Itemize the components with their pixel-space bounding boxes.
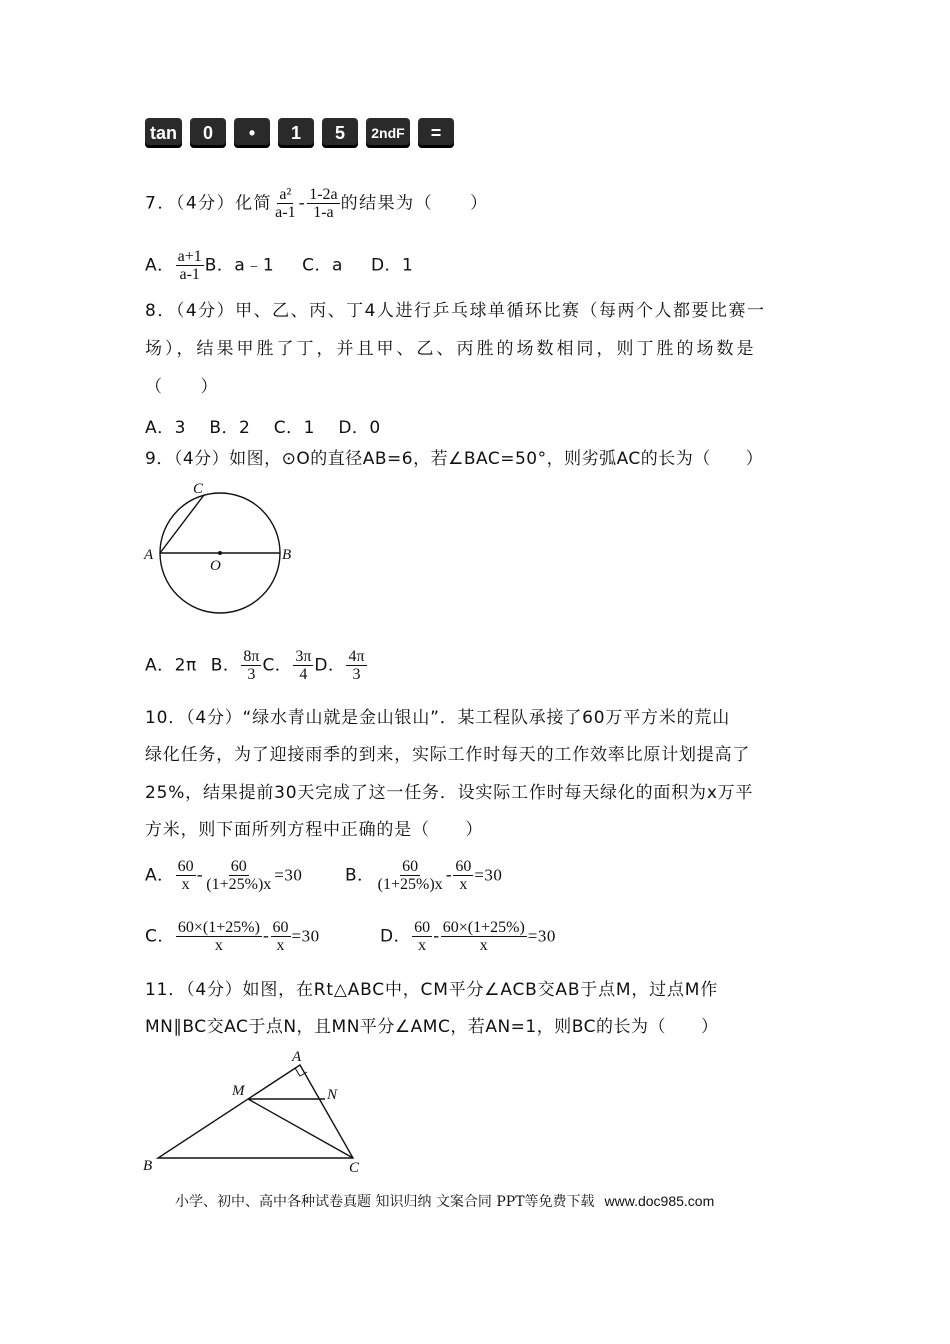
option-c-label: C．: [262, 655, 293, 676]
denominator: (1+25%)x: [206, 876, 272, 893]
calculator-key-sequence: [145, 118, 454, 148]
question-10-line-2: 绿化任务，为了迎接雨季的到来，实际工作时每天的工作效率比原计划提高了: [145, 745, 751, 765]
q7-options: [145, 248, 413, 283]
triangle-abc: [158, 1065, 353, 1158]
denominator: a-1: [179, 266, 200, 283]
denominator: 3: [247, 666, 256, 683]
q10-option-d: [380, 919, 556, 954]
label-m: M: [232, 1083, 245, 1099]
denominator: x: [276, 937, 285, 954]
numerator: 60×(1+25%): [177, 919, 260, 936]
triangle-figure: [140, 1045, 380, 1180]
q10-option-a: [145, 858, 302, 893]
option-label: A．: [145, 865, 175, 886]
calculator-key: •: [234, 118, 270, 148]
label-o: O: [210, 558, 221, 574]
denominator: x: [181, 876, 190, 893]
option-b-label: B．: [210, 655, 241, 676]
denominator: 3: [352, 666, 361, 683]
fraction: [273, 186, 297, 221]
question-9: 9．（4分）如图，⊙O的直径AB=6，若∠BAC=50°，则劣弧AC的长为（ ）: [145, 449, 764, 469]
minus-sign: -: [433, 926, 440, 947]
label-c: C: [349, 1160, 360, 1176]
numerator: 60: [177, 858, 194, 875]
calculator-key: tan: [145, 118, 182, 148]
q10-option-b: [345, 858, 502, 893]
minus-sign: -: [298, 193, 307, 214]
page-footer: [175, 1191, 714, 1211]
numerator: 8π: [243, 648, 260, 665]
numerator: 60: [414, 919, 431, 936]
numerator: 60: [455, 858, 472, 875]
fraction: [241, 648, 261, 683]
footer-url[interactable]: www.doc985.com: [604, 1193, 715, 1209]
option-d-label: D．: [314, 655, 346, 676]
fraction: [204, 858, 273, 893]
question-8-line-2: 场），结果甲胜了丁，并且甲、乙、丙胜的场数相同，则丁胜的场数是: [145, 339, 757, 359]
option-label: B．: [345, 865, 375, 886]
question-7: [145, 186, 489, 221]
option-c: C．a: [302, 255, 343, 276]
question-10-line-4: 方米，则下面所列方程中正确的是（ ）: [145, 820, 484, 840]
minus-sign: -: [262, 926, 270, 947]
q8-options: A．3 B．2 C．1 D．0: [145, 418, 381, 438]
segment-mc: [248, 1099, 353, 1158]
denominator: a-1: [275, 204, 296, 221]
q10-option-c: [145, 919, 320, 954]
denominator: 1-a: [313, 204, 334, 221]
numerator: 3π: [295, 648, 312, 665]
label-c: C: [193, 481, 204, 497]
q9-options: [145, 648, 368, 683]
option-label: D．: [380, 926, 412, 947]
calculator-key: =: [418, 118, 454, 148]
question-11-line-1: 11．（4分）如图，在Rt△ABC中，CM平分∠ACB交AB于点M，过点M作: [145, 980, 719, 1000]
denominator: (1+25%)x: [377, 876, 443, 893]
calculator-key: 1: [278, 118, 314, 148]
denominator: x: [418, 937, 427, 954]
footer-text: 小学、初中、高中各种试卷真题 知识归纳 文案合同 PPT等免费下载: [175, 1194, 595, 1210]
equals-30: =30: [291, 926, 320, 946]
minus-sign: -: [196, 865, 204, 886]
numerator: 60: [230, 858, 247, 875]
question-10-line-3: 25%，结果提前30天完成了这一任务．设实际工作时每天绿化的面积为x万平: [145, 783, 754, 803]
fraction: [376, 858, 445, 893]
denominator: x: [479, 937, 488, 954]
fraction: [176, 919, 262, 954]
fraction: [293, 648, 313, 683]
equals-30: =30: [474, 865, 503, 885]
numerator: a+1: [177, 248, 202, 265]
numerator: 60: [402, 858, 419, 875]
numerator: a²: [279, 186, 292, 203]
calculator-key: 2ndF: [366, 118, 410, 148]
label-n: N: [327, 1087, 338, 1103]
option-b: B．a﹣1: [204, 255, 275, 276]
fraction: [346, 648, 366, 683]
option-label: C．: [145, 926, 175, 947]
calculator-key: 0: [190, 118, 226, 148]
center-point: [218, 551, 222, 555]
label-b: B: [282, 547, 292, 563]
label-b: B: [143, 1158, 153, 1174]
question-8-line-3: （ ）: [145, 377, 219, 397]
numerator: 60×(1+25%): [442, 919, 525, 936]
numerator: 60: [272, 919, 289, 936]
option-a-label: A．: [145, 255, 175, 276]
chord-ac: [160, 495, 204, 553]
fraction: [271, 919, 291, 954]
q7-suffix: 的结果为（ ）: [340, 193, 489, 214]
question-11-line-2: MN∥BC交AC于点N，且MN平分∠AMC，若AN=1，则BC的长为（ ）: [145, 1017, 719, 1037]
numerator: 1-2a: [309, 186, 338, 203]
numerator: 4π: [348, 648, 365, 665]
question-8-line-1: 8．（4分）甲、乙、丙、丁4人进行乒乓球单循环比赛（每两个人都要比赛一: [145, 301, 766, 321]
fraction: [453, 858, 473, 893]
minus-sign: -: [445, 865, 453, 886]
option-d: D．1: [370, 255, 414, 276]
circle-figure: [140, 478, 310, 623]
denominator: 4: [299, 666, 308, 683]
denominator: x: [459, 876, 468, 893]
fraction: [412, 919, 432, 954]
label-a: A: [144, 547, 154, 563]
fraction: [307, 186, 339, 221]
q7-prefix: 7．（4分）化简: [145, 193, 273, 214]
calculator-key: 5: [322, 118, 358, 148]
equals-30: =30: [527, 926, 556, 946]
fraction: [176, 248, 204, 283]
fraction: [176, 858, 196, 893]
option-a: A．2π: [145, 655, 197, 676]
fraction: [441, 919, 527, 954]
label-a: A: [292, 1049, 302, 1065]
denominator: x: [214, 937, 223, 954]
question-10-line-1: 10．（4分）“绿水青山就是金山银山”．某工程队承接了60万平方米的荒山: [145, 708, 730, 728]
equals-30: =30: [274, 865, 303, 885]
